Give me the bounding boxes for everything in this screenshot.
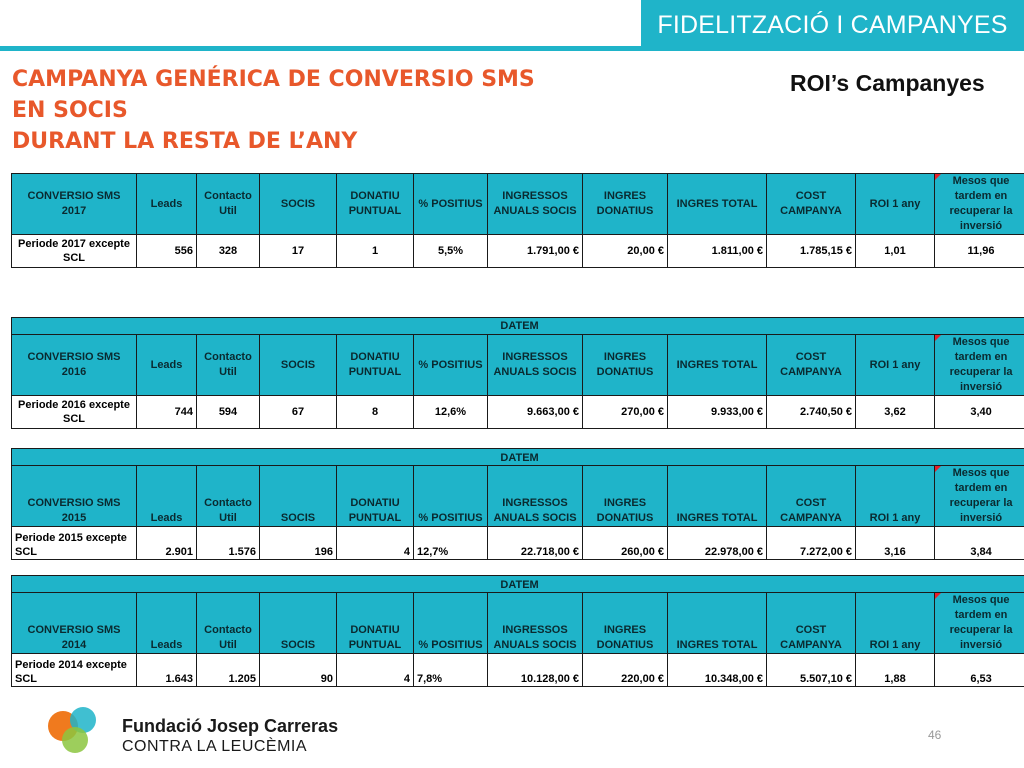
data-cell: 1.811,00 €	[668, 235, 767, 268]
data-cell: 12,6%	[414, 396, 488, 429]
data-cell: 9.663,00 €	[488, 396, 583, 429]
data-cell: 20,00 €	[583, 235, 668, 268]
roi-value: 1,01	[856, 235, 935, 268]
header-cell: COST CAMPANYA	[767, 466, 856, 527]
datem-banner-row	[12, 318, 1024, 335]
header-cell: INGRES TOTAL	[668, 593, 767, 654]
header-cell: Contacto Util	[197, 466, 260, 527]
header-cell: Leads	[137, 466, 197, 527]
header-cell: CONVERSIO SMS 2015	[12, 466, 137, 527]
header-cell: SOCIS	[260, 466, 337, 527]
header-cell: INGRES DONATIUS	[583, 466, 668, 527]
data-cell: 6,53	[935, 654, 1024, 687]
period-cell: Periode 2014 excepte SCL	[12, 654, 137, 687]
header-cell: CONVERSIO SMS 2016	[12, 335, 137, 396]
title-line: CAMPANYA GENÉRICA DE CONVERSIO SMS	[12, 67, 535, 92]
data-cell: 270,00 €	[583, 396, 668, 429]
datem-banner: DATEM	[12, 576, 1024, 593]
table-header-row	[12, 174, 1024, 235]
data-cell: 3,40	[935, 396, 1024, 429]
header-cell: INGRES DONATIUS	[583, 174, 668, 235]
header-cell: SOCIS	[260, 593, 337, 654]
header-cell: % POSITIUS	[414, 593, 488, 654]
roi-table-2014	[11, 575, 1024, 687]
header-cell: COST CAMPANYA	[767, 593, 856, 654]
table-header-row	[12, 466, 1024, 527]
title-line: DURANT LA RESTA DE L’ANY	[12, 129, 358, 154]
data-cell: 67	[260, 396, 337, 429]
data-cell: 1.576	[197, 527, 260, 560]
data-cell: 10.128,00 €	[488, 654, 583, 687]
data-cell: 220,00 €	[583, 654, 668, 687]
datem-banner-row	[12, 449, 1024, 466]
datem-banner: DATEM	[12, 449, 1024, 466]
header-cell: SOCIS	[260, 174, 337, 235]
data-cell: 3,84	[935, 527, 1024, 560]
org-tagline: CONTRA LA LEUCÈMIA	[122, 738, 308, 755]
data-cell: 4	[337, 527, 414, 560]
header-cell: ROI 1 any	[856, 335, 935, 396]
header-cell: ROI 1 any	[856, 174, 935, 235]
data-cell: 328	[197, 235, 260, 268]
data-cell: 8	[337, 396, 414, 429]
org-name: Fundació Josep Carreras	[122, 716, 339, 736]
data-cell: 90	[260, 654, 337, 687]
data-cell: 9.933,00 €	[668, 396, 767, 429]
header-cell: INGRES DONATIUS	[583, 593, 668, 654]
data-cell: 1.785,15 €	[767, 235, 856, 268]
header-cell: CONVERSIO SMS 2017	[12, 174, 137, 235]
data-cell: 17	[260, 235, 337, 268]
data-cell: 7.272,00 €	[767, 527, 856, 560]
header-cell: DONATIU PUNTUAL	[337, 174, 414, 235]
header-cell: INGRES TOTAL	[668, 466, 767, 527]
header-cell: INGRESSOS ANUALS SOCIS	[488, 335, 583, 396]
data-cell: 12,7%	[414, 527, 488, 560]
page-title	[12, 64, 652, 157]
header-cell: Leads	[137, 335, 197, 396]
header-cell: Mesos que tardem en recuperar la inversió	[935, 335, 1024, 396]
data-cell: 556	[137, 235, 197, 268]
datem-banner: DATEM	[12, 318, 1024, 335]
header-cell: % POSITIUS	[414, 174, 488, 235]
data-cell: 744	[137, 396, 197, 429]
data-cell: 1	[337, 235, 414, 268]
roi-title: ROI’s Campanyes	[790, 70, 985, 96]
data-cell: 5,5%	[414, 235, 488, 268]
header-cell: % POSITIUS	[414, 335, 488, 396]
header-cell: SOCIS	[260, 335, 337, 396]
roi-value: 3,62	[856, 396, 935, 429]
data-cell: 5.507,10 €	[767, 654, 856, 687]
header-cell: DONATIU PUNTUAL	[337, 593, 414, 654]
period-cell: Periode 2016 excepte SCL	[12, 396, 137, 429]
data-cell: 594	[197, 396, 260, 429]
header-cell: Contacto Util	[197, 174, 260, 235]
header-cell: INGRES TOTAL	[668, 174, 767, 235]
roi-value: 3,16	[856, 527, 935, 560]
period-cell: Periode 2017 excepte SCL	[12, 235, 137, 268]
data-cell: 2.740,50 €	[767, 396, 856, 429]
data-cell: 10.348,00 €	[668, 654, 767, 687]
header-cell: Contacto Util	[197, 593, 260, 654]
header-cell: INGRESSOS ANUALS SOCIS	[488, 466, 583, 527]
table-row	[12, 396, 1024, 429]
table-row	[12, 527, 1024, 560]
foundation-logo	[48, 707, 108, 755]
title-line: EN SOCIS	[12, 98, 128, 123]
header-cell: Leads	[137, 593, 197, 654]
header-cell: DONATIU PUNTUAL	[337, 466, 414, 527]
header-cell: ROI 1 any	[856, 593, 935, 654]
header-cell: Mesos que tardem en recuperar la inversió	[935, 593, 1024, 654]
data-cell: 11,96	[935, 235, 1024, 268]
data-cell: 22.718,00 €	[488, 527, 583, 560]
roi-table-2017	[11, 173, 1024, 268]
datem-banner-row	[12, 576, 1024, 593]
roi-table-2016	[11, 317, 1024, 429]
header-cell: CONVERSIO SMS 2014	[12, 593, 137, 654]
header-cell: COST CAMPANYA	[767, 174, 856, 235]
logo-circle-green	[62, 727, 88, 753]
header-cell: ROI 1 any	[856, 466, 935, 527]
header-cell: COST CAMPANYA	[767, 335, 856, 396]
header-cell: Mesos que tardem en recuperar la inversió	[935, 174, 1024, 235]
data-cell: 2.901	[137, 527, 197, 560]
table-row	[12, 654, 1024, 687]
header-cell: Leads	[137, 174, 197, 235]
header-cell: DONATIU PUNTUAL	[337, 335, 414, 396]
section-tab: FIDELITZACIÓ I CAMPANYES	[641, 0, 1024, 51]
data-cell: 196	[260, 527, 337, 560]
header-cell: Contacto Util	[197, 335, 260, 396]
header-cell: INGRES TOTAL	[668, 335, 767, 396]
roi-table-2015	[11, 448, 1024, 560]
header-cell: INGRES DONATIUS	[583, 335, 668, 396]
roi-value: 1,88	[856, 654, 935, 687]
table-header-row	[12, 593, 1024, 654]
data-cell: 4	[337, 654, 414, 687]
data-cell: 22.978,00 €	[668, 527, 767, 560]
table-header-row	[12, 335, 1024, 396]
header-cell: % POSITIUS	[414, 466, 488, 527]
period-cell: Periode 2015 excepte SCL	[12, 527, 137, 560]
page-number: 46	[928, 728, 942, 742]
data-cell: 1.791,00 €	[488, 235, 583, 268]
data-cell: 260,00 €	[583, 527, 668, 560]
header-cell: INGRESSOS ANUALS SOCIS	[488, 174, 583, 235]
table-row	[12, 235, 1024, 268]
data-cell: 7,8%	[414, 654, 488, 687]
data-cell: 1.643	[137, 654, 197, 687]
data-cell: 1.205	[197, 654, 260, 687]
header-cell: INGRESSOS ANUALS SOCIS	[488, 593, 583, 654]
header-cell: Mesos que tardem en recuperar la inversió	[935, 466, 1024, 527]
